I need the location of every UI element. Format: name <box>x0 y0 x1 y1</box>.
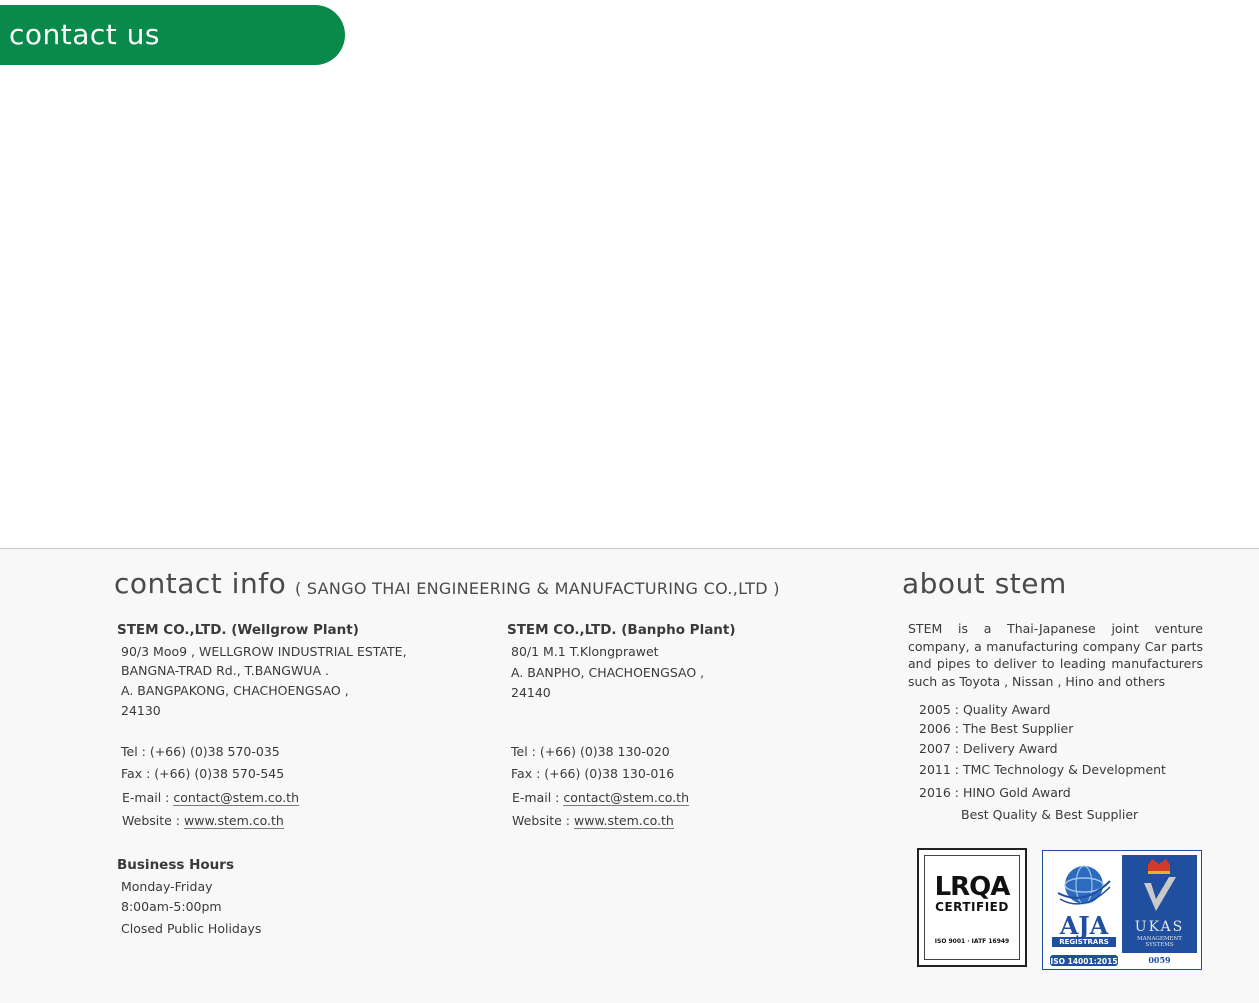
lrqa-certified-label: CERTIFIED <box>935 900 1009 914</box>
website-label: Website : <box>122 813 181 828</box>
award-item: 2005 : Quality Award <box>919 702 1051 717</box>
wellgrow-address-line: A. BANGPAKONG, CHACHOENGSAO , <box>121 683 349 698</box>
wellgrow-website-row <box>122 813 284 828</box>
lrqa-logo: LRQA <box>934 872 1010 902</box>
wellgrow-fax: Fax : (+66) (0)38 570-545 <box>121 766 285 781</box>
wellgrow-plant-name: STEM CO.,LTD. (Wellgrow Plant) <box>117 622 359 638</box>
award-item: 2007 : Delivery Award <box>919 741 1058 756</box>
company-name-note: ( SANGO THAI ENGINEERING & MANUFACTURING CO.,LTD ) <box>295 579 780 598</box>
ukas-logo <box>1122 855 1197 967</box>
award-item: 2011 : TMC Technology & Development <box>919 762 1166 777</box>
about-description: STEM is a Thai-Japanese joint venture company, a manufacturing company Car parts and pipes to deliver to leading manufacturers such as Toyota , Nissan , Hino and others <box>908 621 1203 689</box>
banpho-fax: Fax : (+66) (0)38 130-016 <box>511 766 675 781</box>
banpho-address-line: A. BANPHO, CHACHOENGSAO , <box>511 665 705 680</box>
wellgrow-website-link[interactable]: www.stem.co.th <box>184 813 284 828</box>
wellgrow-address-line: 90/3 Moo9 , WELLGROW INDUSTRIAL ESTATE, <box>121 644 407 659</box>
banpho-email-row <box>512 790 689 805</box>
aja-registrars-label: REGISTRARS <box>1059 938 1109 946</box>
wellgrow-address-line: 24130 <box>121 703 161 718</box>
ukas-crown-tick-icon <box>1122 855 1197 967</box>
wellgrow-email-row <box>122 790 299 805</box>
contact-info-heading: contact info <box>114 567 287 600</box>
banpho-website-row <box>512 813 674 828</box>
business-hours-line: Monday-Friday <box>121 879 213 894</box>
aja-wordmark: AJA <box>1059 911 1109 940</box>
business-hours-line: 8:00am-5:00pm <box>121 899 222 914</box>
contact-us-banner <box>0 5 345 65</box>
aja-iso-label: ISO 14001:2015 <box>1050 957 1118 966</box>
business-hours-title: Business Hours <box>117 857 234 873</box>
ukas-wordmark: UKAS <box>1134 919 1185 935</box>
website-label: Website : <box>512 813 571 828</box>
page-title: contact us <box>9 18 161 51</box>
wellgrow-tel: Tel : (+66) (0)38 570-035 <box>121 744 280 759</box>
about-heading: about stem <box>902 567 1067 600</box>
email-label: E-mail : <box>512 790 560 805</box>
banpho-website-link[interactable]: www.stem.co.th <box>574 813 674 828</box>
business-hours-line: Closed Public Holidays <box>121 921 262 936</box>
footer <box>0 548 1259 1003</box>
lrqa-badge-frame <box>924 855 1020 960</box>
email-label: E-mail : <box>122 790 170 805</box>
award-item: 2016 : HINO Gold Award <box>919 785 1071 800</box>
award-item: 2006 : The Best Supplier <box>919 721 1074 736</box>
wellgrow-email-link[interactable]: contact@stem.co.th <box>173 790 300 805</box>
banpho-tel: Tel : (+66) (0)38 130-020 <box>511 744 670 759</box>
lrqa-certified-badge <box>917 848 1027 967</box>
award-item: Best Quality & Best Supplier <box>961 807 1139 822</box>
banpho-email-link[interactable]: contact@stem.co.th <box>563 790 690 805</box>
ukas-number: 0059 <box>1148 955 1171 965</box>
aja-ukas-badge <box>1042 850 1202 970</box>
banpho-address-line: 80/1 M.1 T.Klongprawet <box>511 644 659 659</box>
aja-logo <box>1048 855 1120 967</box>
lrqa-iso-label: ISO 9001 · IATF 16949 <box>934 938 1010 945</box>
ukas-management-systems-label: MANAGEMENT SYSTEMS <box>1137 936 1182 948</box>
wellgrow-address-line: BANGNA-TRAD Rd., T.BANGWUA . <box>121 663 329 678</box>
banpho-address-line: 24140 <box>511 685 551 700</box>
banpho-plant-name: STEM CO.,LTD. (Banpho Plant) <box>507 622 736 638</box>
